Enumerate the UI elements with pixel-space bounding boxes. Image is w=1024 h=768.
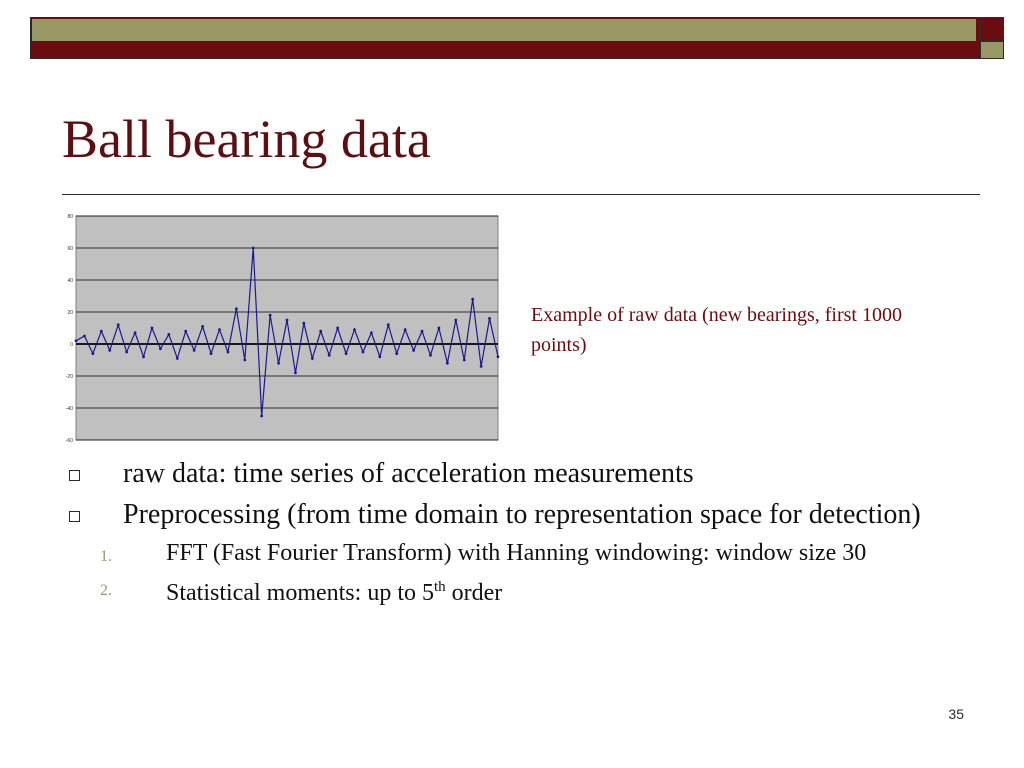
bullet-list [62, 458, 972, 614]
data-point [184, 330, 187, 333]
data-point [488, 317, 491, 320]
data-point [108, 349, 111, 352]
data-point [243, 359, 246, 362]
data-point [176, 357, 179, 360]
bullet-text: Preprocessing (from time domain to representation space for detection) [123, 499, 921, 530]
data-point [454, 319, 457, 322]
subitem-text-before: Statistical moments: up to 5 [166, 580, 434, 606]
numbered-subitem [62, 540, 972, 566]
data-point [83, 335, 86, 338]
data-point [142, 355, 145, 358]
data-point [362, 351, 365, 354]
data-point [91, 352, 94, 355]
square-bullet-icon [69, 511, 80, 522]
data-point [328, 354, 331, 357]
data-point [370, 331, 373, 334]
data-point [201, 325, 204, 328]
data-point [421, 330, 424, 333]
data-point [471, 298, 474, 301]
data-point [387, 323, 390, 326]
data-point [277, 362, 280, 365]
slide-title: Ball bearing data [62, 109, 431, 169]
raw-data-chart [62, 208, 502, 442]
data-point [252, 247, 255, 250]
data-point [117, 323, 120, 326]
chart-caption: Example of raw data (new bearings, first 1000 points) [531, 304, 902, 356]
y-tick-label: -40 [65, 406, 73, 412]
data-point [480, 365, 483, 368]
plot-area [76, 216, 498, 440]
bullet-text: raw data: time series of acceleration measurements [123, 458, 694, 489]
page-number: 35 [948, 706, 964, 722]
header-band-olive-stripe [32, 19, 976, 42]
y-tick-label: 0 [70, 342, 73, 348]
data-point [75, 339, 78, 342]
data-point [125, 351, 128, 354]
data-point [286, 319, 289, 322]
data-point [429, 354, 432, 357]
data-point [210, 352, 213, 355]
data-point [218, 328, 221, 331]
numbered-subitem [62, 574, 972, 606]
data-point [395, 352, 398, 355]
corner-square-red [980, 17, 1004, 41]
y-tick-label: -20 [65, 374, 73, 380]
data-point [294, 371, 297, 374]
data-point [159, 347, 162, 350]
y-tick-label: 20 [67, 310, 73, 316]
data-point [227, 351, 230, 354]
corner-square-olive [980, 41, 1004, 59]
data-point [260, 415, 263, 418]
data-point [167, 333, 170, 336]
bullet-item [62, 458, 972, 490]
data-point [378, 355, 381, 358]
data-point [100, 330, 103, 333]
subitem-text: FFT (Fast Fourier Transform) with Hanning windowing: window size 30 [166, 540, 867, 566]
bullet-item [62, 499, 972, 531]
data-point [497, 355, 500, 358]
data-point [269, 314, 272, 317]
y-tick-label: 40 [67, 278, 73, 284]
data-point [446, 362, 449, 365]
data-point [302, 322, 305, 325]
data-point [319, 330, 322, 333]
chart-svg [62, 208, 502, 442]
subitem-number: 1. [100, 548, 112, 565]
square-bullet-icon [69, 470, 80, 481]
data-point [353, 328, 356, 331]
header-band [30, 17, 980, 59]
subitem-superscript: th [433, 579, 446, 595]
y-tick-label: 60 [67, 246, 73, 252]
title-divider [62, 194, 980, 195]
data-point [235, 307, 238, 310]
data-point [193, 349, 196, 352]
data-point [336, 327, 339, 330]
data-point [463, 359, 466, 362]
y-tick-label: 80 [67, 214, 73, 220]
data-point [311, 357, 314, 360]
subitem-number: 2. [100, 582, 112, 599]
data-point [345, 352, 348, 355]
y-tick-label: -60 [65, 438, 73, 442]
data-point [438, 327, 441, 330]
data-point [404, 328, 407, 331]
data-point [134, 331, 137, 334]
data-point [151, 327, 154, 330]
subitem-text-after: order [445, 580, 503, 606]
data-point [412, 349, 415, 352]
